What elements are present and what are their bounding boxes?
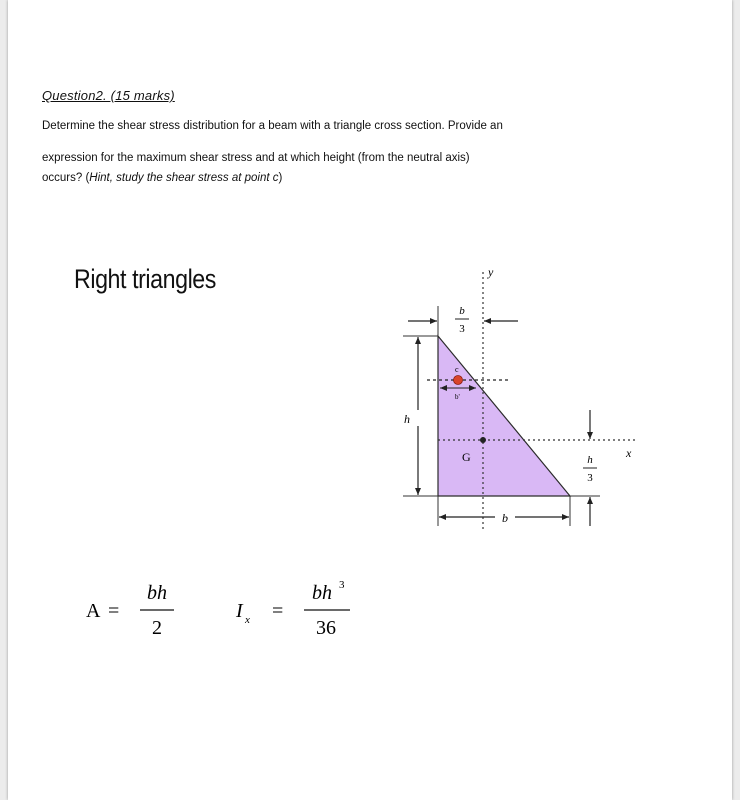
area-equals: = (108, 600, 120, 622)
area-lhs: A (86, 600, 101, 622)
triangle-shape (438, 336, 570, 496)
area-numerator: bh (147, 582, 167, 604)
inertia-denominator: 36 (316, 617, 336, 639)
x-axis-label: x (626, 446, 632, 460)
point-c-marker (454, 376, 463, 385)
left-h-label: h (404, 412, 410, 426)
inertia-equals: = (272, 600, 284, 622)
top-three-label: 3 (459, 323, 465, 335)
y-axis-label: y (488, 265, 494, 279)
centroid-marker (480, 437, 486, 443)
figure-heading: Right triangles (74, 264, 216, 294)
area-denominator: 2 (152, 617, 162, 639)
point-c-label: c (455, 365, 459, 374)
bottom-b-label: b (502, 511, 508, 525)
line3-suffix: ) (278, 172, 283, 184)
inertia-formula (235, 579, 350, 639)
line3-prefix: occurs? ( (42, 172, 90, 184)
inertia-subscript: x (245, 614, 250, 626)
inertia-numerator: bh (312, 582, 332, 604)
top-b-label: b (459, 305, 465, 317)
hint-text: Hint, study the shear stress at point c (89, 172, 279, 184)
inertia-numerator-superscript: 3 (339, 579, 345, 591)
question-text-line-1: Determine the shear stress distribution for a beam with a triangle cross section. Provide an (42, 120, 503, 132)
area-formula (86, 582, 174, 639)
question-text-line-2: expression for the maximum shear stress and at which height (from the neutral axis) (42, 152, 470, 164)
b-prime-label: b' (455, 393, 460, 401)
right-h-label: h (587, 454, 593, 466)
inertia-lhs: I (236, 600, 243, 622)
question-title: Question2. (15 marks) (42, 88, 175, 103)
centroid-label: G (462, 450, 471, 464)
right-three-label: 3 (587, 472, 593, 484)
